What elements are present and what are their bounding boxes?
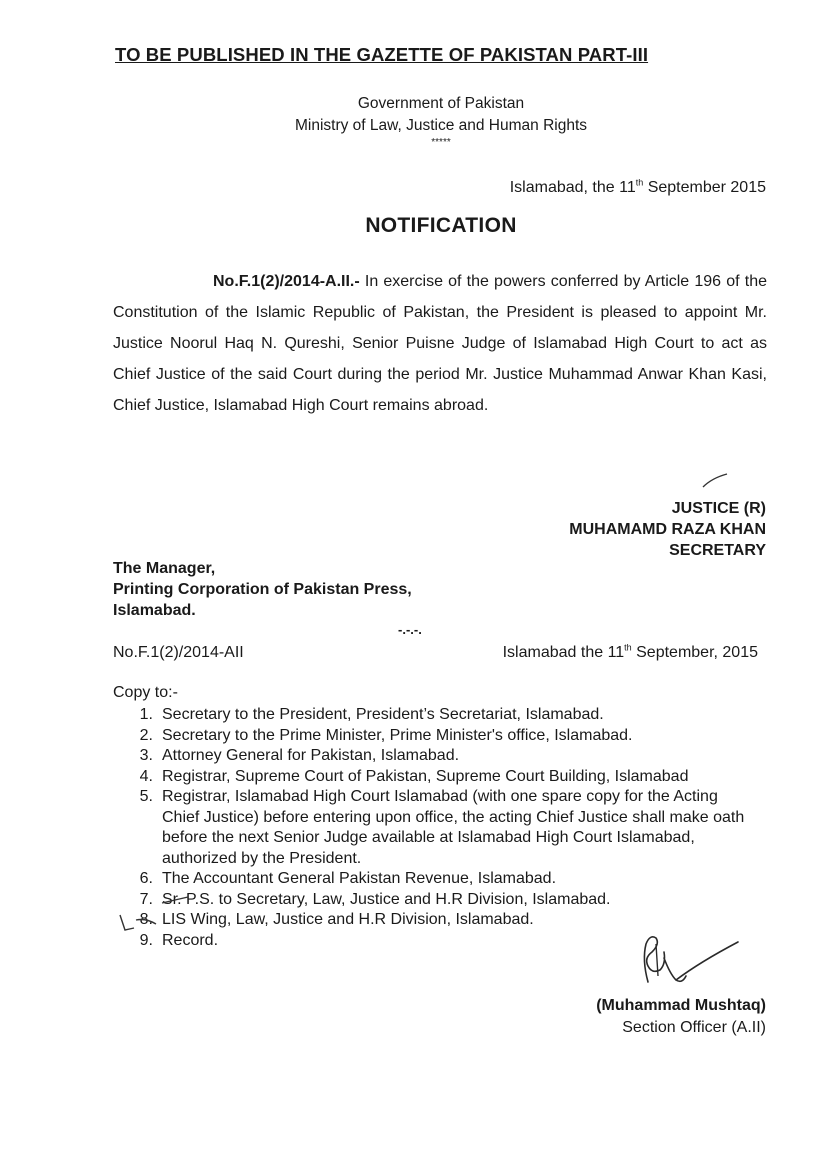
addressee-line: Printing Corporation of Pakistan Press,: [113, 581, 412, 598]
officer-name: (Muhammad Mushtaq): [596, 997, 766, 1014]
section-separator: -.-.-.: [398, 622, 422, 637]
notification-body: [113, 266, 767, 421]
list-item: 5. Registrar, Islamabad High Court Islamabad (with one spare copy for the Acting Chief Justice) before entering upon office, the acting Chief Justice shall make oath before the next Senior Judge available at Islamabad High Court Islamabad, authorized by the President.: [139, 788, 745, 867]
notification-ref: No.F.1(2)/2014-A.II.-: [213, 273, 360, 290]
signatory-title: JUSTICE (R): [671, 500, 766, 517]
gazette-heading: TO BE PUBLISHED IN THE GAZETTE OF PAKISTAN PART-III: [115, 44, 649, 65]
list-item: 7. Sr. P.S. to Secretary, Law, Justice and H.R Division, Islamabad.: [139, 890, 611, 908]
list-item: 4. Registrar, Supreme Court of Pakistan, Supreme Court Building, Islamabad: [139, 767, 689, 785]
notification-text: In exercise of the powers conferred by Article 196 of the Constitution of the Islamic Republic of Pakistan, the President is pleased to appoint Mr. Justice Noorul Haq N. Qureshi, Senior Puisne Judge of Islamabad High Court to act as Chief Justice of the said Court during the period Mr. Justice Muhammad Anwar Khan Kasi, Chief Justice, Islamabad High Court remains abroad.: [113, 273, 767, 414]
list-item: 8. LIS Wing, Law, Justice and H.R Division, Islamabad.: [139, 911, 534, 928]
list-item: 2. Secretary to the Prime Minister, Prime Minister's office, Islamabad.: [139, 726, 633, 744]
signatory-block: [569, 498, 766, 561]
notification-title: NOTIFICATION: [365, 214, 517, 237]
government-name: Government of Pakistan: [357, 95, 525, 112]
copy-to-label: Copy to:-: [113, 684, 178, 701]
handwritten-mark-icon: [116, 912, 160, 934]
copy-to-list: [133, 705, 773, 951]
signatory-name: MUHAMAMD RAZA KHAN: [569, 521, 766, 538]
list-item: 9. Record.: [139, 931, 219, 949]
copy-ref-number: No.F.1(2)/2014-AII: [113, 644, 244, 661]
addressee-block: [113, 558, 412, 621]
stars-separator: *****: [431, 137, 451, 148]
strike-mark-icon: [160, 893, 190, 907]
signatory-designation: SECRETARY: [669, 542, 766, 559]
tick-mark-icon: [700, 472, 730, 490]
list-item: 3. Attorney General for Pakistan, Islamabad.: [139, 747, 460, 764]
list-item: 1. Secretary to the President, President’s Secretariat, Islamabad.: [139, 706, 604, 723]
officer-title: Section Officer (A.II): [622, 1019, 766, 1036]
copy-ref-date: Islamabad the 11th September, 2015: [502, 642, 758, 661]
officer-block: [596, 995, 766, 1039]
issue-date: Islamabad, the 11th September 2015: [509, 177, 766, 196]
addressee-line: Islamabad.: [113, 602, 196, 619]
addressee-line: The Manager,: [113, 560, 216, 577]
signature-icon: [620, 930, 750, 992]
list-item: 6. The Accountant General Pakistan Revenue, Islamabad.: [139, 870, 557, 887]
ministry-name: Ministry of Law, Justice and Human Rights: [294, 117, 588, 134]
